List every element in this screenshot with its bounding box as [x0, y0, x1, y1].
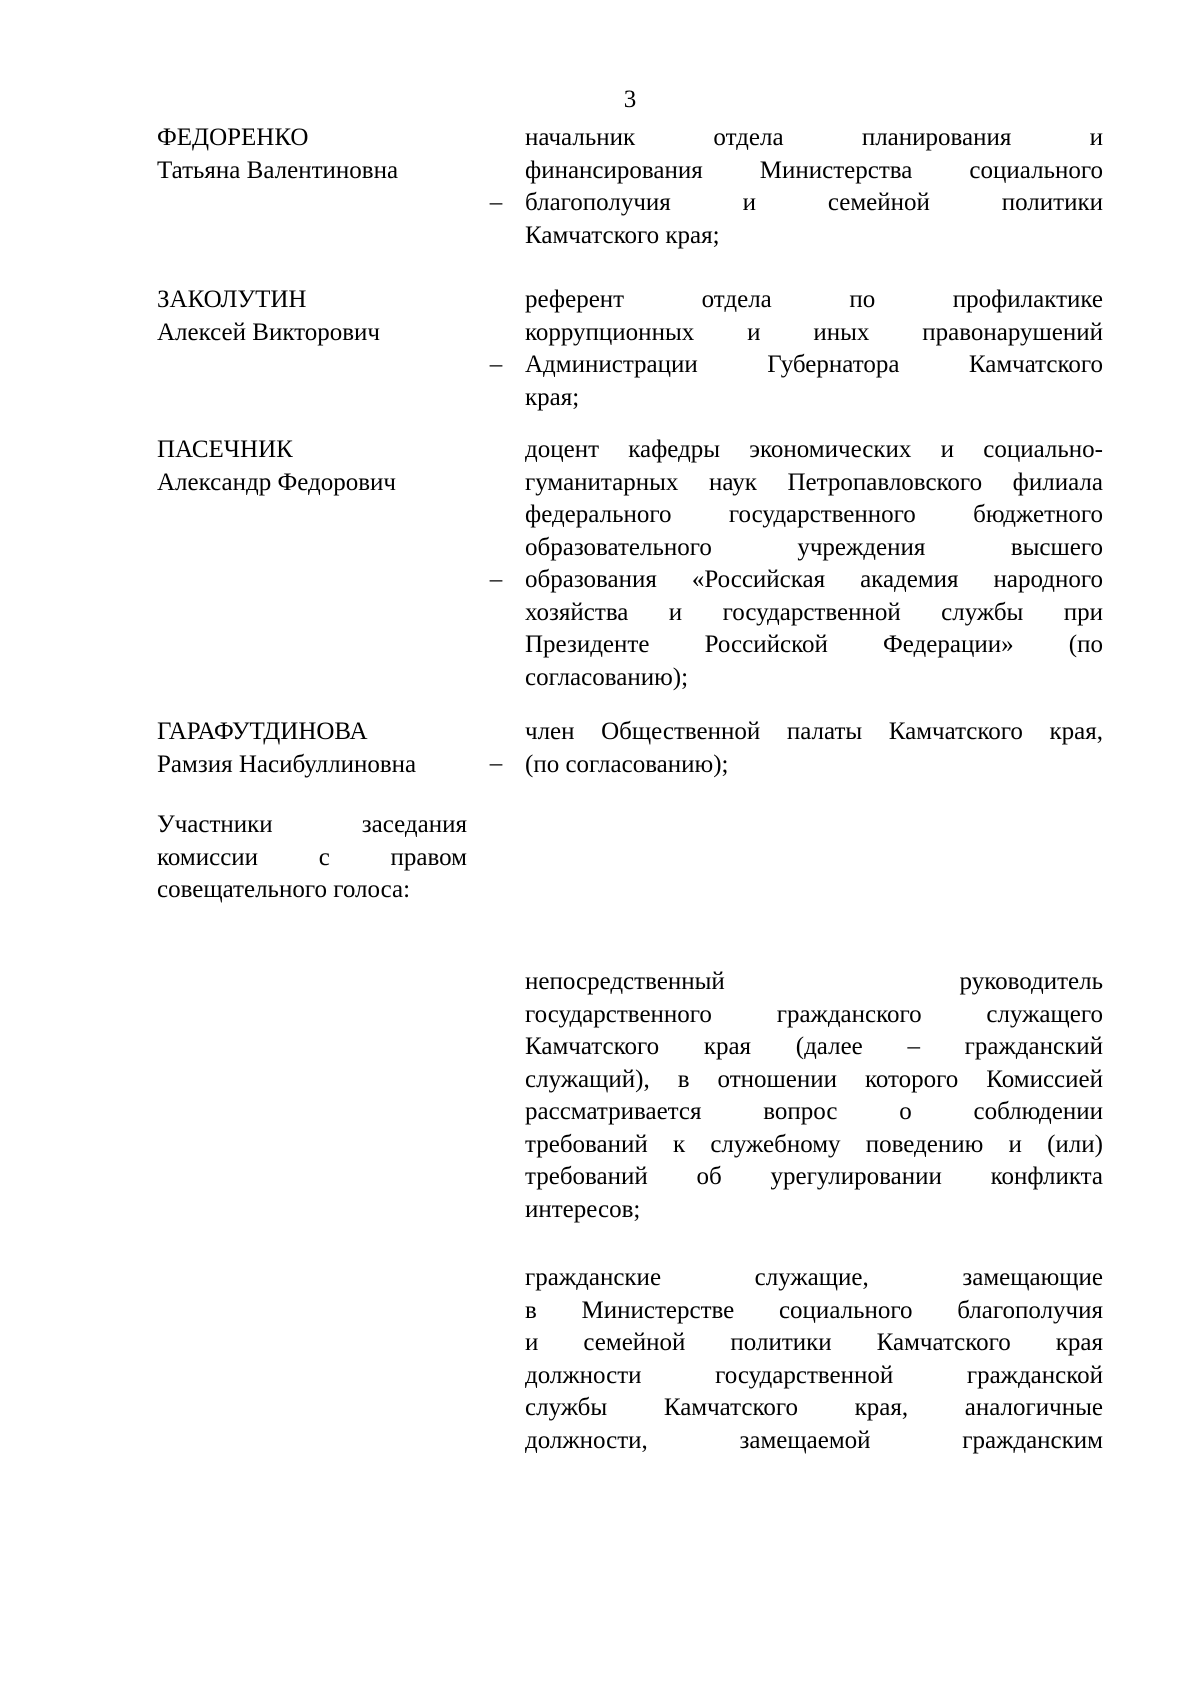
position-line: края; [525, 383, 580, 411]
position-line: согласованию); [525, 663, 689, 691]
member-surname: ГАРАФУТДИНОВА [157, 718, 368, 745]
participant-line: Камчатского края (далее – гражданский [525, 1033, 1103, 1060]
member-position [525, 284, 1103, 414]
participants-heading [157, 809, 467, 907]
position-line: образования «Российская академия народного [525, 566, 1103, 593]
participant-line: интересов; [525, 1195, 641, 1223]
participant-line: непосредственный руководитель [525, 968, 1103, 995]
member-name [157, 284, 467, 414]
position-line: хозяйства и государственной службы при [525, 598, 1103, 626]
position-line: Администрации Губернатора Камчатского [525, 351, 1103, 378]
participants-heading-line: Участники заседания [157, 811, 467, 838]
dash-separator: – [489, 750, 503, 777]
member-row [157, 434, 1105, 694]
position-line: гуманитарных наук Петропавловского филиала [525, 468, 1103, 496]
member-name [157, 716, 467, 781]
participant-line: рассматривается вопрос о соблюдении [525, 1098, 1103, 1125]
member-position [525, 434, 1103, 694]
participant-line: служащий), в отношении которого Комиссией [525, 1065, 1103, 1093]
participant-line: и семейной политики Камчатского края [525, 1329, 1103, 1356]
participant-line: требований к служебному поведению и (или) [525, 1130, 1103, 1158]
participant-line: государственного гражданского служащего [525, 1000, 1103, 1028]
member-position [525, 122, 1103, 252]
position-line: Камчатского края; [525, 221, 720, 249]
member-given-names: Александр Федорович [157, 468, 396, 496]
position-line: федерального государственного бюджетного [525, 501, 1103, 528]
participant-item [525, 966, 1103, 1226]
position-line: член Общественной палаты Камчатского края, [525, 718, 1103, 745]
participant-line: гражданские служащие, замещающие [525, 1264, 1103, 1291]
member-row [157, 716, 1105, 781]
member-given-names: Рамзия Насибуллиновна [157, 750, 417, 778]
participant-item [525, 1262, 1103, 1457]
position-line: Президенте Российской Федерации» (по [525, 631, 1103, 658]
page-number: 3 [623, 86, 637, 113]
position-line: референт отдела по профилактике [525, 286, 1103, 313]
dash-separator: – [489, 189, 503, 216]
member-surname: ПАСЕЧНИК [157, 436, 293, 463]
dash-separator: – [489, 351, 503, 378]
participant-line: в Министерстве социального благополучия [525, 1296, 1103, 1324]
member-list [157, 122, 1105, 907]
member-given-names: Алексей Викторович [157, 318, 380, 346]
participants-heading-line: комиссии с правом [157, 843, 467, 871]
participant-line: службы Камчатского края, аналогичные [525, 1394, 1103, 1421]
member-row [157, 284, 1105, 414]
position-line: благополучия и семейной политики [525, 189, 1103, 216]
member-position [525, 716, 1103, 781]
member-given-names: Татьяна Валентиновна [157, 156, 399, 184]
position-line: коррупционных и иных правонарушений [525, 318, 1103, 346]
member-surname: ФЕДОРЕНКО [157, 124, 309, 151]
position-line: (по согласованию); [525, 750, 729, 778]
member-surname: ЗАКОЛУТИН [157, 286, 307, 313]
member-name [157, 122, 467, 252]
position-line: образовательного учреждения высшего [525, 533, 1103, 561]
participant-line: должности, замещаемой гражданским [525, 1426, 1103, 1454]
position-line: доцент кафедры экономических и социально- [525, 436, 1103, 463]
position-line: финансирования Министерства социального [525, 156, 1103, 184]
participant-line: должности государственной гражданской [525, 1361, 1103, 1389]
participant-line: требований об урегулировании конфликта [525, 1163, 1103, 1190]
position-line: начальник отдела планирования и [525, 124, 1103, 151]
member-row [157, 122, 1105, 252]
member-name [157, 434, 467, 694]
dash-separator: – [489, 566, 503, 593]
participants-heading-line: совещательного голоса: [157, 876, 411, 903]
